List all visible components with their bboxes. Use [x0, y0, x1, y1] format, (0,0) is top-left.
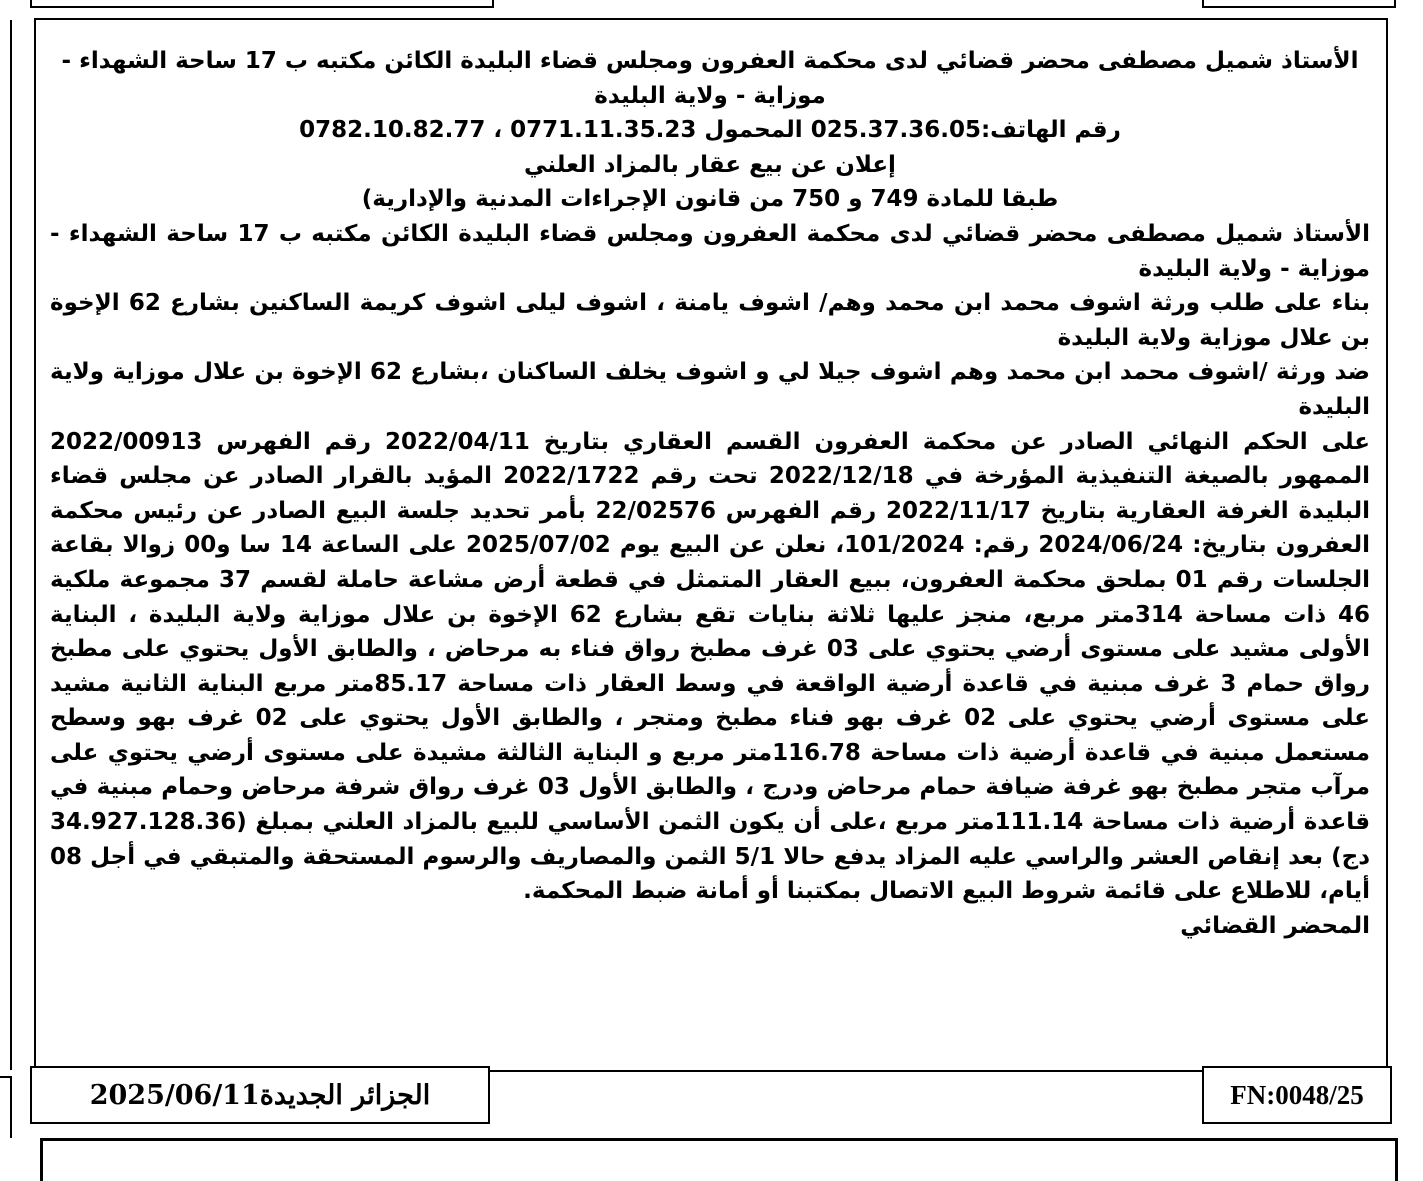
- top-left-frame-remnant: [30, 0, 494, 8]
- newspaper-date-box: [30, 1066, 490, 1124]
- sale-details-paragraph: على الحكم النهائي الصادر عن محكمة العفرون القسم العقاري بتاريخ 2022/04/11 رقم الفهرس 2022/00913 الممهور بالصيغة التنفيذية المؤرخة في 2022/12/18 تحت رقم 2022/1722 المؤيد بالقرار الصادر عن مجلس قضاء البليدة الغرفة العقارية بتاريخ 2022/11/17 رقم الفهرس 22/02576 بأمر تحديد جلسة البيع الصادر عن رئيس محكمة العفرون بتاريخ: 2024/06/24 رقم: 101/2024، نعلن عن البيع يوم 2025/07/02 على الساعة 14 سا و00 زوالا بقاعة الجلسات رقم 01 بملحق محكمة العفرون، ببيع العقار المتمثل في قطعة أرض مشاعة حاملة لقسم 37 مجموعة ملكية 46 ذات مساحة 314متر مربع، منجز عليها ثلاثة بنايات تقع بشارع 62 الإخوة بن علال موزاية ولاية البليدة ، البناية الأولى مشيد على مستوى أرضي يحتوي على 03 غرف مطبخ رواق فناء به مرحاض ، والطابق الأول يحتوي على مطبخ رواق حمام 3 غرف مبنية في قاعدة أرضية الواقعة في وسط العقار ذات مساحة 85.17متر مربع البناية الثانية مشيد على مستوى أرضي يحتوي على 02 غرف بهو فناء مطبخ ومتجر ، والطابق الأول يحتوي على 02 غرف بهو وسطح مستعمل مبنية في قاعدة أرضية ذات مساحة 116.78متر مربع و البناية الثالثة مشيدة على مستوى أرضي يحتوي على مرآب متجر مطبخ بهو غرفة ضيافة حمام مرحاض ودرج ، والطابق الأول 03 غرف رواق شرفة مرحاض وحمام مبنية في قاعدة أرضية ذات مساحة 111.14متر مربع ،على أن يكون الثمن الأساسي للبيع بالمزاد العلني بمبلغ (34.927.128.36 دج) بعد إنقاص العشر والراسي عليه المزاد يدفع حالا 5/1 الثمن والمصاريف والرسوم المستحقة والمتبقي في أجل 08 أيام، للاطلاع على قائمة شروط البيع الاتصال بمكتبنا أو أمانة ضبط المحكمة.: [50, 428, 1371, 905]
- legal-notice-box: [34, 18, 1388, 1072]
- legal-notice-text: [50, 44, 1370, 943]
- bailiff-header: الأستاذ شميل مصطفى محضر قضائي لدى محكمة العفرون ومجلس قضاء البليدة الكائن مكتبه ب 17 ساحة الشهداء - موزاية - ولاية البليدة: [61, 48, 1359, 109]
- top-right-frame-remnant: [1202, 0, 1396, 8]
- defendants-paragraph: ضد ورثة /اشوف محمد ابن محمد وهم اشوف جيلا لي و اشوف يخلف الساكنان ،بشارع 62 الإخوة بن علال موزاية ولاية البليدة: [50, 359, 1370, 420]
- bailiff-intro-paragraph: الأستاذ شميل مصطفى محضر قضائي لدى محكمة العفرون ومجلس قضاء البليدة الكائن مكتبه ب 17 ساحة الشهداء - موزاية - ولاية البليدة: [50, 220, 1370, 282]
- phone-numbers: رقم الهاتف:025.37.36.05 المحمول 0771.11.35.23 ، 0782.10.82.77: [299, 117, 1121, 144]
- reference-code-box: [1202, 1066, 1392, 1124]
- left-edge-frame-remnant-lower: [0, 1076, 12, 1138]
- notice-title: إعلان عن بيع عقار بالمزاد العلني: [524, 151, 896, 178]
- claimants-paragraph: بناء على طلب ورثة اشوف محمد ابن محمد وهم/ اشوف يامنة ، اشوف ليلى اشوف كريمة الساكنين بشارع 62 الإخوة بن علال موزاية ولاية البليدة: [50, 290, 1370, 351]
- signature: المحضر القضائي: [1180, 912, 1370, 939]
- newspaper-date: الجزائر الجديدة2025/06/11: [89, 1079, 431, 1111]
- left-edge-frame-remnant: [0, 20, 12, 1070]
- legal-basis: طبقا للمادة 749 و 750 من قانون الإجراءات المدنية والإدارية): [361, 186, 1059, 213]
- reference-code: FN:0048/25: [1230, 1079, 1364, 1110]
- next-ad-frame-remnant: [40, 1138, 1398, 1181]
